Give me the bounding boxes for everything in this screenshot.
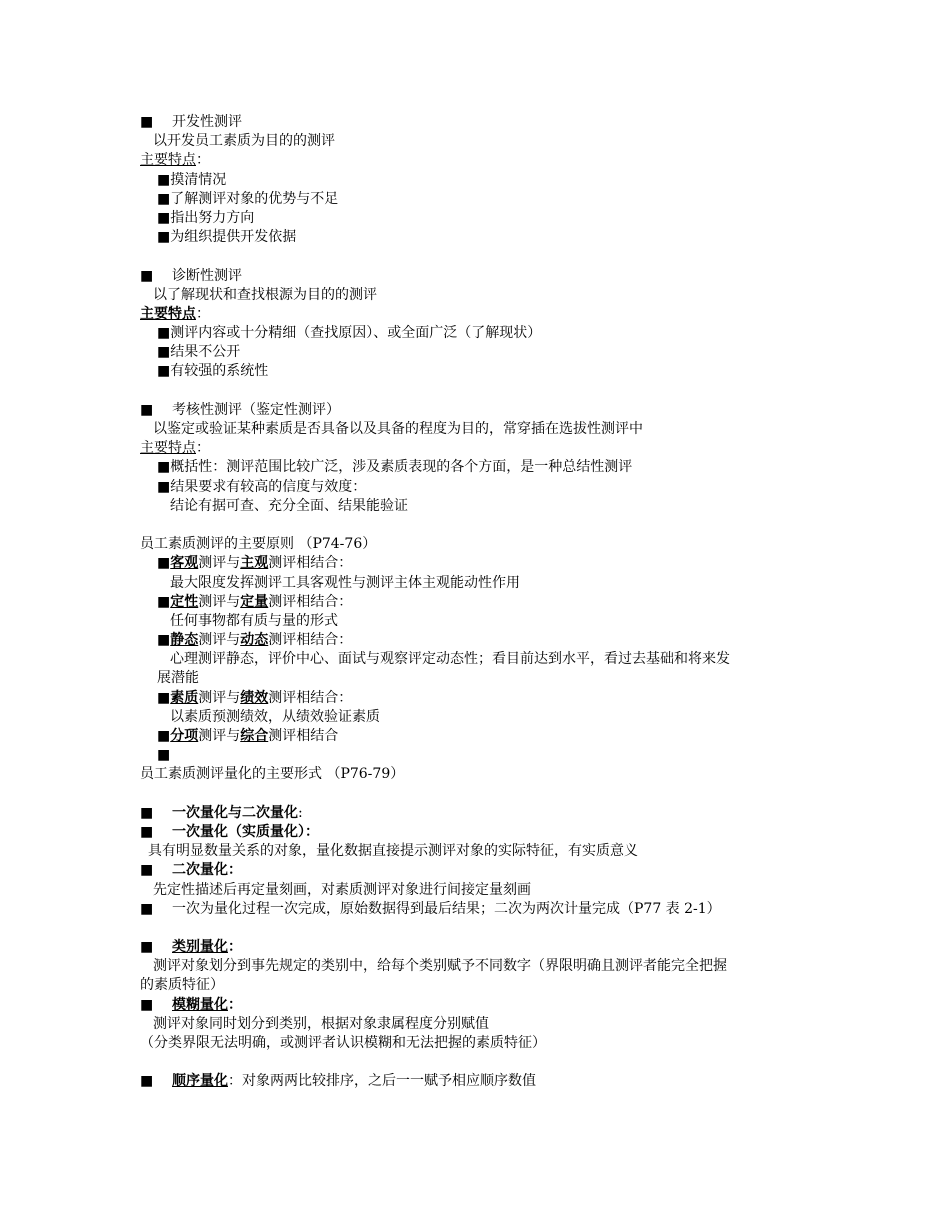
quant-description: 先定性描述后再定量刻画，对素质测评对象进行间接定量刻画 — [153, 881, 531, 898]
square-bullet-icon: ■ — [157, 555, 171, 572]
square-bullet-icon: ■ — [157, 190, 171, 207]
square-bullet-icon: ■ — [157, 747, 171, 764]
quant-description: 具有明显数量关系的对象，量化数据直接提示测评对象的实际特征，有实质意义 — [148, 843, 638, 860]
quant-item: ■ 一次量化与二次量化: — [140, 804, 840, 823]
list-item-detail: 结论有据可查、充分全面、结果能验证 — [170, 497, 408, 514]
principle-description: 任何事物都有质与量的形式 — [170, 612, 338, 629]
list-item: ■有较强的系统性 — [157, 363, 269, 380]
square-bullet-icon: ■ — [140, 939, 154, 956]
quant-item: ■ 模糊量化： — [140, 996, 840, 1015]
features-label: 主要特点： — [140, 152, 210, 169]
section-description: 以鉴定或验证某种素质是否具备以及具备的程度为目的，常穿插在选拔性测评中 — [153, 421, 643, 437]
square-bullet-icon: ■ — [157, 478, 171, 495]
list-item: ■结果不公开 — [157, 344, 241, 361]
square-bullet-icon: ■ — [140, 401, 154, 418]
square-bullet-icon: ■ — [140, 114, 154, 130]
square-bullet-icon: ■ — [157, 344, 171, 361]
list-item: ■摸清情况 — [157, 171, 227, 188]
list-item: ■了解测评对象的优势与不足 — [157, 190, 339, 207]
features-label: 主要特点： — [140, 440, 210, 457]
principle-item: ■静态测评与动态测评相结合： — [157, 632, 353, 649]
principle-item: ■客观测评与主观测评相结合： — [157, 555, 353, 572]
empty-list-item — [140, 746, 840, 765]
list-item: ■为组织提供开发依据 — [157, 229, 297, 246]
section-heading: ■ 开发性测评 — [140, 113, 840, 132]
list-item: ■概括性：测评范围比较广泛，涉及素质表现的各个方面，是一种总结性测评 — [157, 459, 633, 476]
square-bullet-icon: ■ — [157, 229, 171, 246]
square-bullet-icon: ■ — [157, 689, 171, 706]
square-bullet-icon: ■ — [157, 728, 171, 744]
list-item: ■结果要求有较高的信度与效度： — [157, 478, 367, 495]
principle-description-cont: 展潜能 — [157, 670, 199, 687]
square-bullet-icon: ■ — [157, 459, 171, 476]
principle-description: 最大限度发挥测评工具客观性与测评主体主观能动性作用 — [170, 574, 520, 591]
principle-description: 以素质预测绩效，从绩效验证素质 — [170, 708, 380, 725]
quant-item: ■ 一次为量化过程一次完成，原始数据得到最后结果；二次为两次计量完成（P77 表 2-1） — [140, 900, 840, 919]
square-bullet-icon: ■ — [140, 996, 154, 1013]
section-heading: ■ 诊断性测评 — [140, 267, 840, 286]
quant-heading: 员工素质测评量化的主要形式 （P76-79） — [140, 766, 405, 783]
section-description: 以开发员工素质为目的的测评 — [153, 133, 335, 150]
quant-item: ■ 一次量化（实质量化）： — [140, 823, 840, 842]
document-page — [140, 113, 840, 1092]
principle-item: ■素质测评与绩效测评相结合： — [157, 689, 353, 706]
quant-description: 测评对象同时划分到类别，根据对象隶属程度分别赋值 — [153, 1015, 489, 1032]
square-bullet-icon: ■ — [140, 1073, 154, 1090]
square-bullet-icon: ■ — [157, 325, 171, 342]
quant-item: ■ 顺序量化：对象两两比较排序，之后一一赋予相应顺序数值 — [140, 1072, 840, 1091]
principle-item: ■分项测评与综合测评相结合 — [157, 728, 339, 744]
square-bullet-icon: ■ — [157, 593, 171, 610]
principles-heading: 员工素质测评的主要原则 （P74-76） — [140, 536, 377, 553]
list-item: ■测评内容或十分精细（查找原因）、或全面广泛（了解现状） — [157, 325, 542, 342]
square-bullet-icon: ■ — [140, 862, 154, 879]
square-bullet-icon: ■ — [157, 632, 171, 649]
square-bullet-icon: ■ — [140, 900, 154, 917]
square-bullet-icon: ■ — [157, 363, 171, 380]
principle-description: 心理测评静态，评价中心、面试与观察评定动态性；看目前达到水平，看过去基础和将来发 — [170, 651, 730, 668]
features-label: 主要特点： — [140, 305, 210, 322]
square-bullet-icon: ■ — [140, 804, 154, 821]
square-bullet-icon: ■ — [140, 267, 154, 284]
quant-description: 测评对象划分到事先规定的类别中，给每个类别赋予不同数字（界限明确且测评者能完全把握 — [153, 958, 727, 975]
square-bullet-icon: ■ — [140, 823, 154, 840]
square-bullet-icon: ■ — [157, 171, 171, 188]
square-bullet-icon: ■ — [157, 209, 171, 226]
section-heading: ■ 考核性测评（鉴定性测评） — [140, 401, 840, 420]
section-description: 以了解现状和查找根源为目的的测评 — [153, 286, 377, 303]
quant-description-cont: 的素质特征） — [140, 977, 224, 994]
quant-description-cont: （分类界限无法明确，或测评者认识模糊和无法把握的素质特征） — [140, 1035, 546, 1051]
principle-item: ■定性测评与定量测评相结合： — [157, 593, 353, 610]
quant-item: ■ 类别量化： — [140, 938, 840, 957]
quant-item: ■ 二次量化： — [140, 861, 840, 880]
list-item: ■指出努力方向 — [157, 209, 255, 226]
